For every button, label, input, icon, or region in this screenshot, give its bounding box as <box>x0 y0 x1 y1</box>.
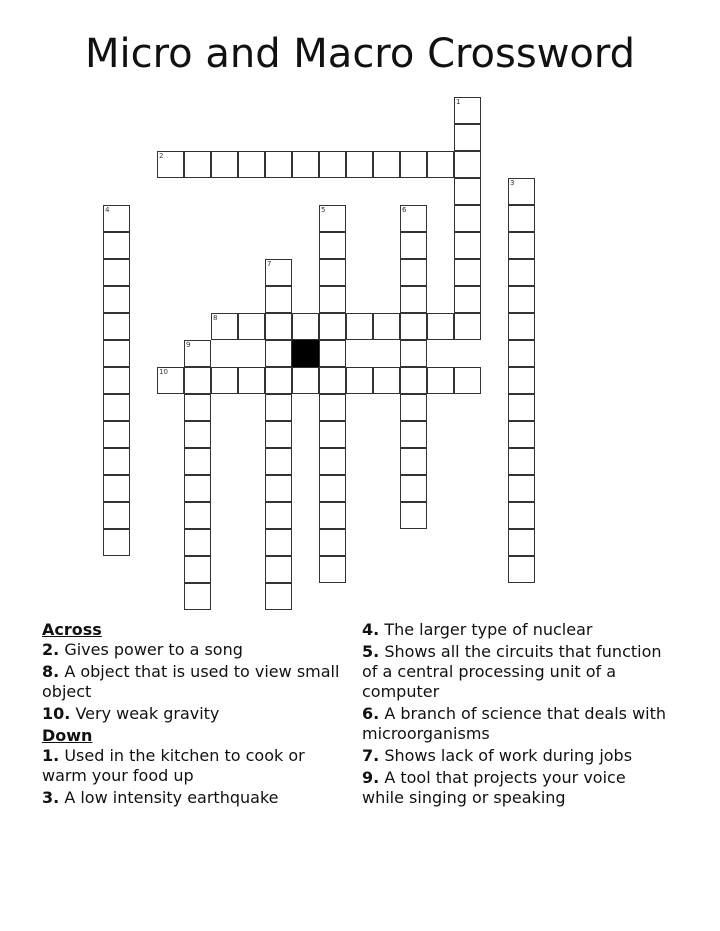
grid-cell[interactable] <box>319 286 346 313</box>
grid-cell[interactable] <box>508 286 535 313</box>
clue-item-number: 2. <box>42 640 60 659</box>
clue-item <box>42 640 342 660</box>
grid-cell[interactable] <box>400 313 427 340</box>
grid-cell[interactable] <box>454 313 481 340</box>
grid-cell[interactable] <box>427 313 454 340</box>
grid-cell[interactable] <box>211 367 238 394</box>
grid-cell[interactable] <box>508 556 535 583</box>
clue-item-number: 1. <box>42 746 60 765</box>
grid-cell[interactable] <box>265 367 292 394</box>
clue-item-text: Gives power to a song <box>64 640 243 659</box>
clue-item-text: Shows lack of work during jobs <box>384 746 633 765</box>
grid-cell[interactable] <box>319 529 346 556</box>
clue-item-text: Very weak gravity <box>75 704 220 723</box>
grid-cell[interactable] <box>508 367 535 394</box>
grid-cell[interactable] <box>454 124 481 151</box>
grid-cell[interactable] <box>184 340 211 367</box>
grid-cell[interactable] <box>184 502 211 529</box>
grid-cell[interactable] <box>157 151 184 178</box>
clue-number: 9 <box>186 341 191 349</box>
grid-cell[interactable] <box>292 367 319 394</box>
clue-item <box>42 746 342 786</box>
grid-cell[interactable] <box>103 475 130 502</box>
grid-cell[interactable] <box>319 367 346 394</box>
grid-cell[interactable] <box>292 151 319 178</box>
grid-cell[interactable] <box>400 232 427 259</box>
grid-cell[interactable] <box>508 475 535 502</box>
grid-cell[interactable] <box>427 151 454 178</box>
grid-cell[interactable] <box>265 151 292 178</box>
grid-cell[interactable] <box>238 367 265 394</box>
page-title: Micro and Macro Crossword <box>84 31 636 77</box>
grid-cell[interactable] <box>400 259 427 286</box>
black-cell <box>292 340 319 367</box>
grid-cell[interactable] <box>319 340 346 367</box>
clue-item <box>362 642 672 702</box>
grid-cell[interactable] <box>238 313 265 340</box>
grid-cell[interactable] <box>103 367 130 394</box>
grid-cell[interactable] <box>400 205 427 232</box>
grid-cell[interactable] <box>184 583 211 610</box>
grid-cell[interactable] <box>103 502 130 529</box>
grid-cell[interactable] <box>265 421 292 448</box>
clue-item-number: 4. <box>362 620 380 639</box>
grid-cell[interactable] <box>157 367 184 394</box>
grid-cell[interactable] <box>184 394 211 421</box>
clue-item-number: 3. <box>42 788 60 807</box>
grid-cell[interactable] <box>454 97 481 124</box>
grid-cell[interactable] <box>400 286 427 313</box>
clue-item-number: 10. <box>42 704 71 723</box>
grid-cell[interactable] <box>346 151 373 178</box>
clues-left-column <box>42 620 342 810</box>
grid-cell[interactable] <box>211 313 238 340</box>
grid-cell[interactable] <box>400 151 427 178</box>
grid-cell[interactable] <box>319 556 346 583</box>
grid-cell[interactable] <box>400 367 427 394</box>
down-clue-list <box>42 746 342 808</box>
grid-cell[interactable] <box>454 259 481 286</box>
grid-cell[interactable] <box>184 421 211 448</box>
across-heading: Across <box>42 620 102 639</box>
across-clue-list <box>42 640 342 724</box>
clue-number: 7 <box>267 260 272 268</box>
grid-cell[interactable] <box>103 205 130 232</box>
grid-cell[interactable] <box>103 313 130 340</box>
grid-cell[interactable] <box>454 232 481 259</box>
grid-cell[interactable] <box>265 340 292 367</box>
grid-cell[interactable] <box>319 232 346 259</box>
clue-item <box>362 746 672 766</box>
clue-item-number: 6. <box>362 704 380 723</box>
grid-cell[interactable] <box>454 367 481 394</box>
clue-number: 6 <box>402 206 407 214</box>
clue-item-number: 9. <box>362 768 380 787</box>
grid-cell[interactable] <box>265 529 292 556</box>
grid-cell[interactable] <box>103 286 130 313</box>
clue-item <box>42 704 342 724</box>
grid-cell[interactable] <box>400 475 427 502</box>
grid-cell[interactable] <box>508 313 535 340</box>
grid-cell[interactable] <box>373 151 400 178</box>
grid-cell[interactable] <box>508 340 535 367</box>
grid-cell[interactable] <box>508 394 535 421</box>
grid-cell[interactable] <box>265 394 292 421</box>
clue-item-text: Used in the kitchen to cook or warm your food up <box>42 746 305 785</box>
clue-item-number: 8. <box>42 662 60 681</box>
clue-item-number: 5. <box>362 642 380 661</box>
clue-number: 4 <box>105 206 110 214</box>
clue-number: 8 <box>213 314 218 322</box>
grid-cell[interactable] <box>238 151 265 178</box>
clue-item-text: A object that is used to view small object <box>42 662 340 701</box>
down-heading: Down <box>42 726 93 745</box>
clue-number: 10 <box>159 368 168 376</box>
grid-cell[interactable] <box>265 313 292 340</box>
grid-cell[interactable] <box>184 556 211 583</box>
grid-cell[interactable] <box>454 151 481 178</box>
clue-item-text: The larger type of nuclear <box>384 620 593 639</box>
grid-cell[interactable] <box>400 448 427 475</box>
grid-cell[interactable] <box>400 502 427 529</box>
grid-cell[interactable] <box>508 448 535 475</box>
grid-cell[interactable] <box>211 151 238 178</box>
grid-cell[interactable] <box>508 421 535 448</box>
grid-cell[interactable] <box>103 394 130 421</box>
grid-cell[interactable] <box>103 340 130 367</box>
grid-cell[interactable] <box>292 313 319 340</box>
grid-cell[interactable] <box>508 178 535 205</box>
clue-number: 5 <box>321 206 326 214</box>
grid-cell[interactable] <box>184 448 211 475</box>
grid-cell[interactable] <box>346 313 373 340</box>
grid-cell[interactable] <box>184 367 211 394</box>
clue-number: 1 <box>456 98 461 106</box>
grid-cell[interactable] <box>508 232 535 259</box>
grid-cell[interactable] <box>454 205 481 232</box>
grid-cell[interactable] <box>319 502 346 529</box>
grid-cell[interactable] <box>265 502 292 529</box>
grid-cell[interactable] <box>265 259 292 286</box>
grid-cell[interactable] <box>508 502 535 529</box>
clues-right-column <box>362 620 672 810</box>
grid-cell[interactable] <box>319 394 346 421</box>
clue-item-number: 7. <box>362 746 380 765</box>
grid-cell[interactable] <box>319 448 346 475</box>
grid-cell[interactable] <box>184 529 211 556</box>
grid-cell[interactable] <box>319 421 346 448</box>
grid-cell[interactable] <box>508 205 535 232</box>
clue-item-text: A low intensity earthquake <box>64 788 279 807</box>
grid-cell[interactable] <box>265 583 292 610</box>
clue-item-text: A branch of science that deals with microorganisms <box>362 704 667 743</box>
grid-cell[interactable] <box>103 232 130 259</box>
grid-cell[interactable] <box>400 340 427 367</box>
clue-number: 3 <box>510 179 515 187</box>
grid-cell[interactable] <box>508 529 535 556</box>
grid-cell[interactable] <box>400 421 427 448</box>
clue-item <box>362 620 672 640</box>
clue-number: 2 <box>159 152 164 160</box>
clue-item <box>362 704 672 744</box>
grid-cell[interactable] <box>184 151 211 178</box>
grid-cell[interactable] <box>319 259 346 286</box>
grid-cell[interactable] <box>400 394 427 421</box>
grid-cell[interactable] <box>319 151 346 178</box>
clue-item-text: A tool that projects your voice while singing or speaking <box>362 768 626 807</box>
grid-cell[interactable] <box>427 367 454 394</box>
clue-item <box>362 768 672 808</box>
grid-cell[interactable] <box>508 259 535 286</box>
grid-cell[interactable] <box>265 448 292 475</box>
grid-cell[interactable] <box>184 475 211 502</box>
grid-cell[interactable] <box>373 367 400 394</box>
clue-item <box>42 788 342 808</box>
down-clue-list-continued <box>362 620 672 808</box>
grid-cell[interactable] <box>346 367 373 394</box>
clue-item-text: Shows all the circuits that function of a central processing unit of a computer <box>362 642 662 701</box>
grid-cell[interactable] <box>103 259 130 286</box>
grid-cell[interactable] <box>319 205 346 232</box>
grid-cell[interactable] <box>454 178 481 205</box>
grid-cell[interactable] <box>103 529 130 556</box>
clue-item <box>42 662 342 702</box>
grid-cell[interactable] <box>319 475 346 502</box>
grid-cell[interactable] <box>373 313 400 340</box>
grid-cell[interactable] <box>265 286 292 313</box>
grid-cell[interactable] <box>319 313 346 340</box>
grid-cell[interactable] <box>103 448 130 475</box>
grid-cell[interactable] <box>454 286 481 313</box>
grid-cell[interactable] <box>103 421 130 448</box>
grid-cell[interactable] <box>265 475 292 502</box>
grid-cell[interactable] <box>265 556 292 583</box>
